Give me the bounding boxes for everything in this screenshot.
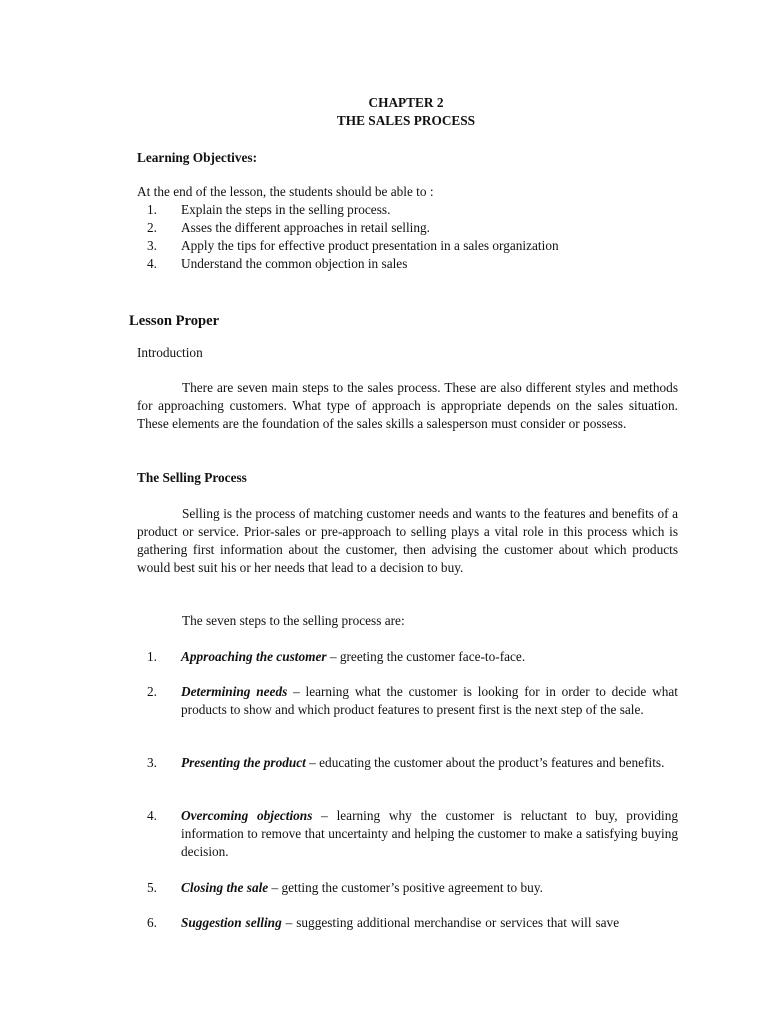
- objectives-intro: At the end of the lesson, the students should be able to :: [137, 184, 434, 199]
- step-item: [181, 879, 678, 897]
- steps-list: [137, 648, 678, 938]
- list-number: 4.: [147, 256, 157, 271]
- selling-process-paragraph: Selling is the process of matching customer needs and wants to the features and benefits of a product or service. Prior-sales or pre-approach to selling plays a vital role in this process which is gathering first information about the customer, then advising the customer about which products would best suit his or her needs that lead to a decision to buy.: [137, 506, 678, 575]
- step-number: 3.: [147, 755, 157, 770]
- step-term: Suggestion selling: [181, 915, 282, 930]
- chapter-title: THE SALES PROCESS: [336, 113, 476, 128]
- chapter-number: CHAPTER 2: [368, 95, 444, 110]
- step-item: [181, 683, 678, 719]
- step-description: – greeting the customer face-to-face.: [326, 649, 526, 664]
- step-item: [181, 754, 678, 772]
- list-number: 1.: [147, 202, 157, 217]
- step-number: 6.: [147, 915, 157, 930]
- step-item: [181, 648, 678, 666]
- step-description: – learning what the customer is looking for in order to decide what products to show and which product features to present first is the next step of the sale.: [181, 684, 678, 717]
- list-number: 2.: [147, 220, 157, 235]
- step-description: – educating the customer about the product’s features and benefits.: [305, 755, 665, 770]
- lesson-heading: Lesson Proper: [129, 313, 220, 329]
- step-item: [181, 914, 678, 932]
- step-term: Approaching the customer: [181, 649, 327, 664]
- step-term: Presenting the product: [181, 755, 306, 770]
- step-description: – getting the customer’s positive agreement to buy.: [268, 880, 543, 895]
- step-description: – learning why the customer is reluctant to buy, providing information to remove that uncertainty and helping the customer to make a satisfying buying decision.: [181, 808, 679, 859]
- step-number: 4.: [147, 808, 157, 823]
- list-item: Understand the common objection in sales: [181, 256, 408, 271]
- step-item: [181, 807, 678, 861]
- step-number: 2.: [147, 684, 157, 699]
- list-item: Apply the tips for effective product presentation in a sales organization: [181, 238, 559, 253]
- introduction-label: Introduction: [137, 345, 203, 360]
- step-number: 5.: [147, 880, 157, 895]
- objectives-list: [137, 201, 697, 281]
- list-number: 3.: [147, 238, 157, 253]
- introduction-paragraph: There are seven main steps to the sales process. These are also different styles and methods for approaching customers. What type of approach is appropriate depends on the sales situation. These elements are the foundation of the sales skills a salesperson must consider or possess.: [137, 380, 678, 431]
- list-item: Explain the steps in the selling process.: [181, 202, 391, 217]
- step-term: Overcoming objections: [181, 808, 313, 823]
- step-term: Determining needs: [181, 684, 288, 699]
- step-description: – suggesting additional merchandise or services that will save: [281, 915, 620, 930]
- steps-intro: The seven steps to the selling process are:: [182, 613, 405, 628]
- selling-process-heading: The Selling Process: [137, 470, 247, 485]
- step-term: Closing the sale: [181, 880, 269, 895]
- objectives-heading: Learning Objectives:: [137, 150, 258, 165]
- list-item: Asses the different approaches in retail selling.: [181, 220, 430, 235]
- step-number: 1.: [147, 649, 157, 664]
